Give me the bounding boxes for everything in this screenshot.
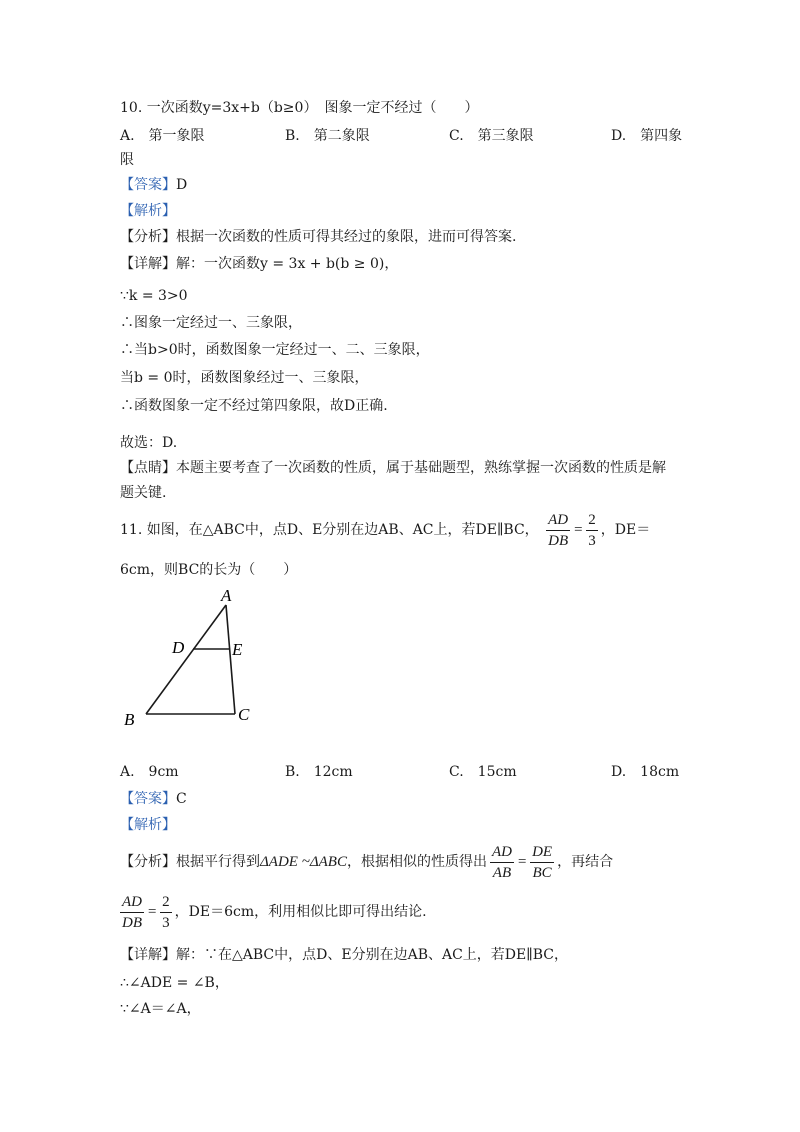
dianjing-tag: 【点睛】 bbox=[120, 460, 176, 476]
q11-ratio-value bbox=[586, 511, 598, 550]
xiangjie-tag: 【详解】 bbox=[120, 256, 176, 272]
frac-denominator: DB bbox=[122, 914, 142, 931]
q11-option-b: B. 12cm bbox=[285, 764, 353, 780]
q11-ratio-fraction bbox=[546, 511, 570, 550]
q10-step-1: ∵k = 3>0 bbox=[120, 288, 188, 304]
answer-tag: 【答案】 bbox=[120, 791, 176, 807]
answer-value: C bbox=[176, 791, 187, 807]
q10-step-4: 当b = 0时，函数图象经过一、三象限， bbox=[120, 370, 369, 386]
q11-step-1: ∴∠ADE = ∠B， bbox=[120, 975, 229, 991]
fenxi-tag: 【分析】 bbox=[120, 854, 176, 870]
q11-option-c: C. 15cm bbox=[449, 764, 517, 780]
fenxi-frac-4 bbox=[160, 893, 172, 932]
q10-step-5: ∴函数图象一定不经过第四象限，故D正确. bbox=[120, 398, 388, 414]
fenxi-b: ，根据相似的性质得出 bbox=[346, 854, 487, 870]
fenxi-a: 根据平行得到 bbox=[176, 854, 260, 870]
side-ab bbox=[146, 605, 226, 714]
equals-sign: = bbox=[516, 854, 528, 870]
q11-question bbox=[120, 510, 650, 550]
frac-numerator: AD bbox=[546, 511, 570, 531]
frac-denominator: BC bbox=[532, 864, 552, 881]
triangle-figure bbox=[118, 585, 268, 730]
equals-sign: = bbox=[147, 904, 158, 920]
q11-answer bbox=[120, 789, 187, 809]
frac-value-numerator: 2 bbox=[586, 511, 598, 531]
frac-denominator: AB bbox=[492, 864, 512, 881]
q10-step-2: ∴图象一定经过一、三象限， bbox=[120, 315, 302, 331]
answer-value: D bbox=[176, 177, 188, 193]
q11-fenxi-cont bbox=[120, 890, 427, 934]
q10-fenxi bbox=[120, 227, 516, 247]
q11-question-a: 11. 如图，在△ABC中，点D、E分别在边AB、AC上，若DE∥BC， bbox=[120, 522, 539, 538]
label-a: A bbox=[221, 586, 232, 605]
q10-option-d: D. 第四象 bbox=[611, 128, 683, 144]
dianjing-text: 本题主要考查了一次函数的性质，属于基础题型，熟练掌握一次函数的性质是解 bbox=[176, 460, 666, 476]
label-c: C bbox=[238, 705, 250, 724]
fenxi-frac-1 bbox=[490, 843, 514, 882]
q11-question-c: 6cm，则BC的长为（ ） bbox=[120, 562, 298, 578]
fenxi-tag: 【分析】 bbox=[120, 229, 176, 245]
xiangjie-text: 解：∵在△ABC中，点D、E分别在边AB、AC上，若DE∥BC， bbox=[176, 947, 568, 963]
frac-numerator: AD bbox=[120, 893, 144, 913]
frac-denominator: DB bbox=[548, 532, 569, 549]
frac-denominator: 3 bbox=[162, 914, 170, 931]
label-e: E bbox=[232, 640, 243, 659]
q10-option-b: B. 第二象限 bbox=[285, 128, 370, 144]
q10-answer bbox=[120, 175, 187, 195]
q10-option-d-wrap: 限 bbox=[120, 152, 134, 168]
q10-xiangjie bbox=[120, 254, 398, 274]
xiangjie-text: 解：一次函数y = 3x + b(b ≥ 0)， bbox=[176, 256, 399, 272]
q11-fenxi bbox=[120, 840, 613, 884]
q10-dianjing-cont: 题关键. bbox=[120, 485, 167, 501]
q10-question: 10. 一次函数y=3x+b（b≥0） 图象一定不经过（ ） bbox=[120, 100, 479, 116]
q11-option-d: D. 18cm bbox=[611, 764, 680, 780]
frac-numerator: DE bbox=[530, 843, 554, 863]
frac-value-denominator: 3 bbox=[588, 532, 596, 549]
equals-sign: = bbox=[573, 522, 584, 538]
q10-choice: 故选：D. bbox=[120, 435, 178, 451]
frac-numerator: 2 bbox=[160, 893, 172, 913]
q11-step-2: ∵∠A＝∠A， bbox=[120, 1001, 201, 1017]
fenxi-d: ，DE＝6cm，利用相似比即可得出结论. bbox=[174, 904, 427, 920]
label-b: B bbox=[124, 710, 135, 729]
q11-xiangjie bbox=[120, 945, 568, 965]
q10-option-c: C. 第三象限 bbox=[449, 128, 534, 144]
q10-option-a: A. 第一象限 bbox=[120, 128, 205, 144]
q11-analysis-tag: 【解析】 bbox=[120, 817, 176, 833]
fenxi-c: ，再结合 bbox=[557, 854, 614, 870]
fenxi-frac-2 bbox=[530, 843, 554, 882]
side-ac bbox=[226, 605, 235, 714]
similarity-expr: ΔADE ~ΔABC bbox=[260, 854, 347, 870]
q11-question-b: ，DE＝ bbox=[600, 522, 651, 538]
answer-tag: 【答案】 bbox=[120, 177, 176, 193]
q10-dianjing bbox=[120, 458, 666, 478]
fenxi-text: 根据一次函数的性质可得其经过的象限，进而可得答案. bbox=[176, 229, 517, 245]
fenxi-frac-3 bbox=[120, 893, 144, 932]
xiangjie-tag: 【详解】 bbox=[120, 947, 176, 963]
q11-option-a: A. 9cm bbox=[120, 764, 179, 780]
label-d: D bbox=[172, 638, 185, 657]
q10-step-3: ∴当b>0时，函数图象一定经过一、二、三象限， bbox=[120, 342, 430, 358]
q10-analysis-tag: 【解析】 bbox=[120, 203, 176, 219]
frac-numerator: AD bbox=[490, 843, 514, 863]
